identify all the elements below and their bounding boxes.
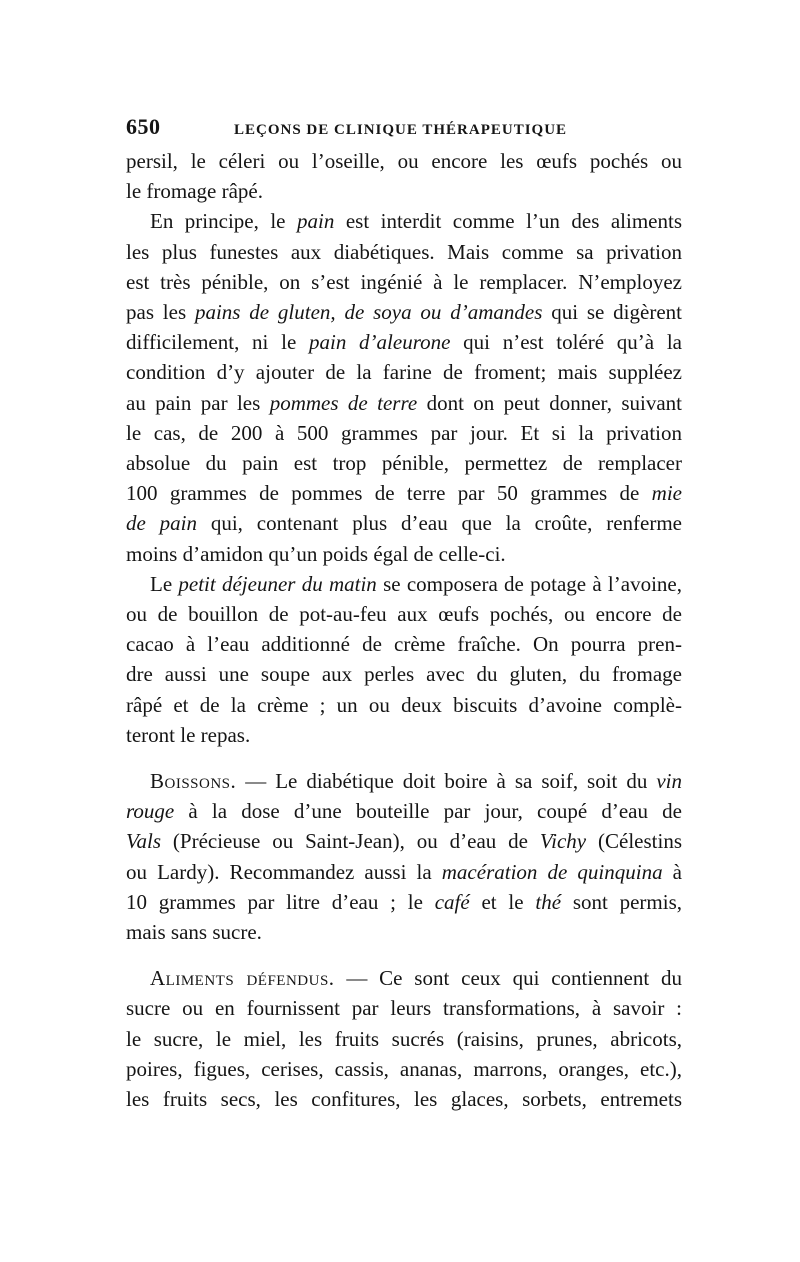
text-line xyxy=(126,297,682,327)
small-caps-run: Boissons. xyxy=(150,769,237,794)
text-run: qui n’est toléré qu’à la xyxy=(450,330,682,355)
text-run: et le xyxy=(469,889,536,914)
text-line xyxy=(126,267,682,297)
text-run: teront le repas. xyxy=(126,722,251,747)
text-run: à la dose d’une bouteille par jour, coupé d’eau de xyxy=(174,799,682,824)
text-run: 10 grammes par litre d’eau ; le xyxy=(126,889,435,914)
italic-run: rouge xyxy=(126,799,175,824)
italic-run: café xyxy=(434,889,470,914)
italic-run: macération de quinquina xyxy=(441,859,663,884)
text-run: sont permis, xyxy=(561,889,683,914)
text-line xyxy=(126,478,682,508)
paragraph xyxy=(126,146,682,206)
text-line xyxy=(126,690,682,720)
text-line xyxy=(126,357,682,387)
text-line xyxy=(126,993,682,1023)
text-run: se composera de potage à l’avoine, xyxy=(376,571,682,596)
text-run: Le xyxy=(150,571,179,596)
paragraph xyxy=(126,766,682,947)
text-line xyxy=(126,206,682,236)
text-line xyxy=(126,720,682,750)
italic-run: pain d’aleurone xyxy=(309,330,451,355)
text-line xyxy=(126,599,682,629)
running-title: LEÇONS DE CLINIQUE THÉRAPEUTIQUE xyxy=(234,122,568,138)
text-run: En principe, le xyxy=(150,209,297,234)
text-run: les plus funestes aux diabétiques. Mais comme sa privation xyxy=(126,239,682,264)
text-line xyxy=(126,327,682,357)
text-run: — Ce sont ceux qui contiennent du xyxy=(334,966,682,991)
text-run: qui, contenant plus d’eau que la croûte, renferme xyxy=(197,511,682,536)
text-run: (Célestins xyxy=(586,829,682,854)
text-run: au pain par les xyxy=(126,390,270,415)
text-line xyxy=(126,569,682,599)
text-run: les fruits secs, les confitures, les glaces, sorbets, entremets xyxy=(126,1087,682,1112)
italic-run: Vichy xyxy=(539,829,587,854)
paragraph-gap xyxy=(126,750,682,766)
small-caps-run: Aliments défendus. xyxy=(150,966,335,991)
book-page xyxy=(126,114,682,1114)
text-line xyxy=(126,963,682,993)
paragraph-gap xyxy=(126,947,682,963)
text-line xyxy=(126,448,682,478)
text-line xyxy=(126,857,682,887)
text-run: cacao à l’eau additionné de crème fraîche. On pourra pren- xyxy=(126,632,682,657)
text-line xyxy=(126,237,682,267)
text-run: mais sans sucre. xyxy=(126,920,262,945)
text-run: ou Lardy). Recommandez aussi la xyxy=(126,859,442,884)
text-run: condition d’y ajouter de la farine de froment; mais suppléez xyxy=(126,360,682,385)
text-run: à xyxy=(662,859,683,884)
text-run: le sucre, le miel, les fruits sucrés (raisins, prunes, abricots, xyxy=(126,1026,682,1051)
text-run: moins d’amidon qu’un poids égal de celle-ci. xyxy=(126,541,506,566)
text-run: absolue du pain est trop pénible, permettez de remplacer xyxy=(126,451,682,476)
text-run: dont on peut donner, suivant xyxy=(417,390,683,415)
text-line xyxy=(126,539,682,569)
text-line xyxy=(126,796,682,826)
paragraph xyxy=(126,569,682,750)
text-run: poires, figues, cerises, cassis, ananas, marrons, oranges, etc.), xyxy=(126,1056,682,1081)
paragraph xyxy=(126,206,682,568)
text-run: râpé et de la crème ; un ou deux biscuits d’avoine complè- xyxy=(126,692,682,717)
italic-run: petit déjeuner du matin xyxy=(178,571,377,596)
text-run: le cas, de 200 à 500 grammes par jour. Et si la privation xyxy=(126,420,682,445)
page-number: 650 xyxy=(126,114,161,139)
body-text xyxy=(126,146,682,1114)
text-line xyxy=(126,659,682,689)
text-line xyxy=(126,388,682,418)
text-line xyxy=(126,887,682,917)
text-line xyxy=(126,508,682,538)
text-run: (Précieuse ou Saint-Jean), ou d’eau de xyxy=(161,829,540,854)
text-line xyxy=(126,176,682,206)
text-line xyxy=(126,1054,682,1084)
text-run: le fromage râpé. xyxy=(126,179,264,204)
italic-run: pommes de terre xyxy=(269,390,418,415)
text-run: dre aussi une soupe aux perles avec du gluten, du fromage xyxy=(126,662,682,687)
text-run: — Le diabétique doit boire à sa soif, soit du xyxy=(236,769,657,794)
text-run: sucre ou en fournissent par leurs transformations, à savoir : xyxy=(126,996,682,1021)
italic-run: pain xyxy=(297,209,335,234)
text-run: est très pénible, on s’est ingénié à le remplacer. N’employez xyxy=(126,269,682,294)
text-run: difficilement, ni le xyxy=(126,330,309,355)
text-run: est interdit comme l’un des aliments xyxy=(334,209,683,234)
text-run: pas les xyxy=(126,300,195,325)
text-line xyxy=(126,146,682,176)
text-run: 100 grammes de pommes de terre par 50 grammes de xyxy=(126,481,652,506)
text-line xyxy=(126,1084,682,1114)
text-line xyxy=(126,629,682,659)
italic-run: pains de gluten, de soya ou d’amandes xyxy=(194,300,543,325)
italic-run: vin xyxy=(656,769,682,794)
italic-run: de pain xyxy=(126,511,197,536)
text-line xyxy=(126,1024,682,1054)
paragraph xyxy=(126,963,682,1114)
text-line xyxy=(126,418,682,448)
italic-run: mie xyxy=(651,481,682,506)
italic-run: Vals xyxy=(126,829,162,854)
text-line xyxy=(126,826,682,856)
text-run: qui se digèrent xyxy=(542,300,682,325)
text-run: ou de bouillon de pot-au-feu aux œufs pochés, ou encore de xyxy=(126,602,682,627)
text-line xyxy=(126,917,682,947)
italic-run: thé xyxy=(535,889,562,914)
text-line xyxy=(126,766,682,796)
running-head xyxy=(126,114,682,144)
text-run: persil, le céleri ou l’oseille, ou encore les œufs pochés ou xyxy=(126,149,682,173)
